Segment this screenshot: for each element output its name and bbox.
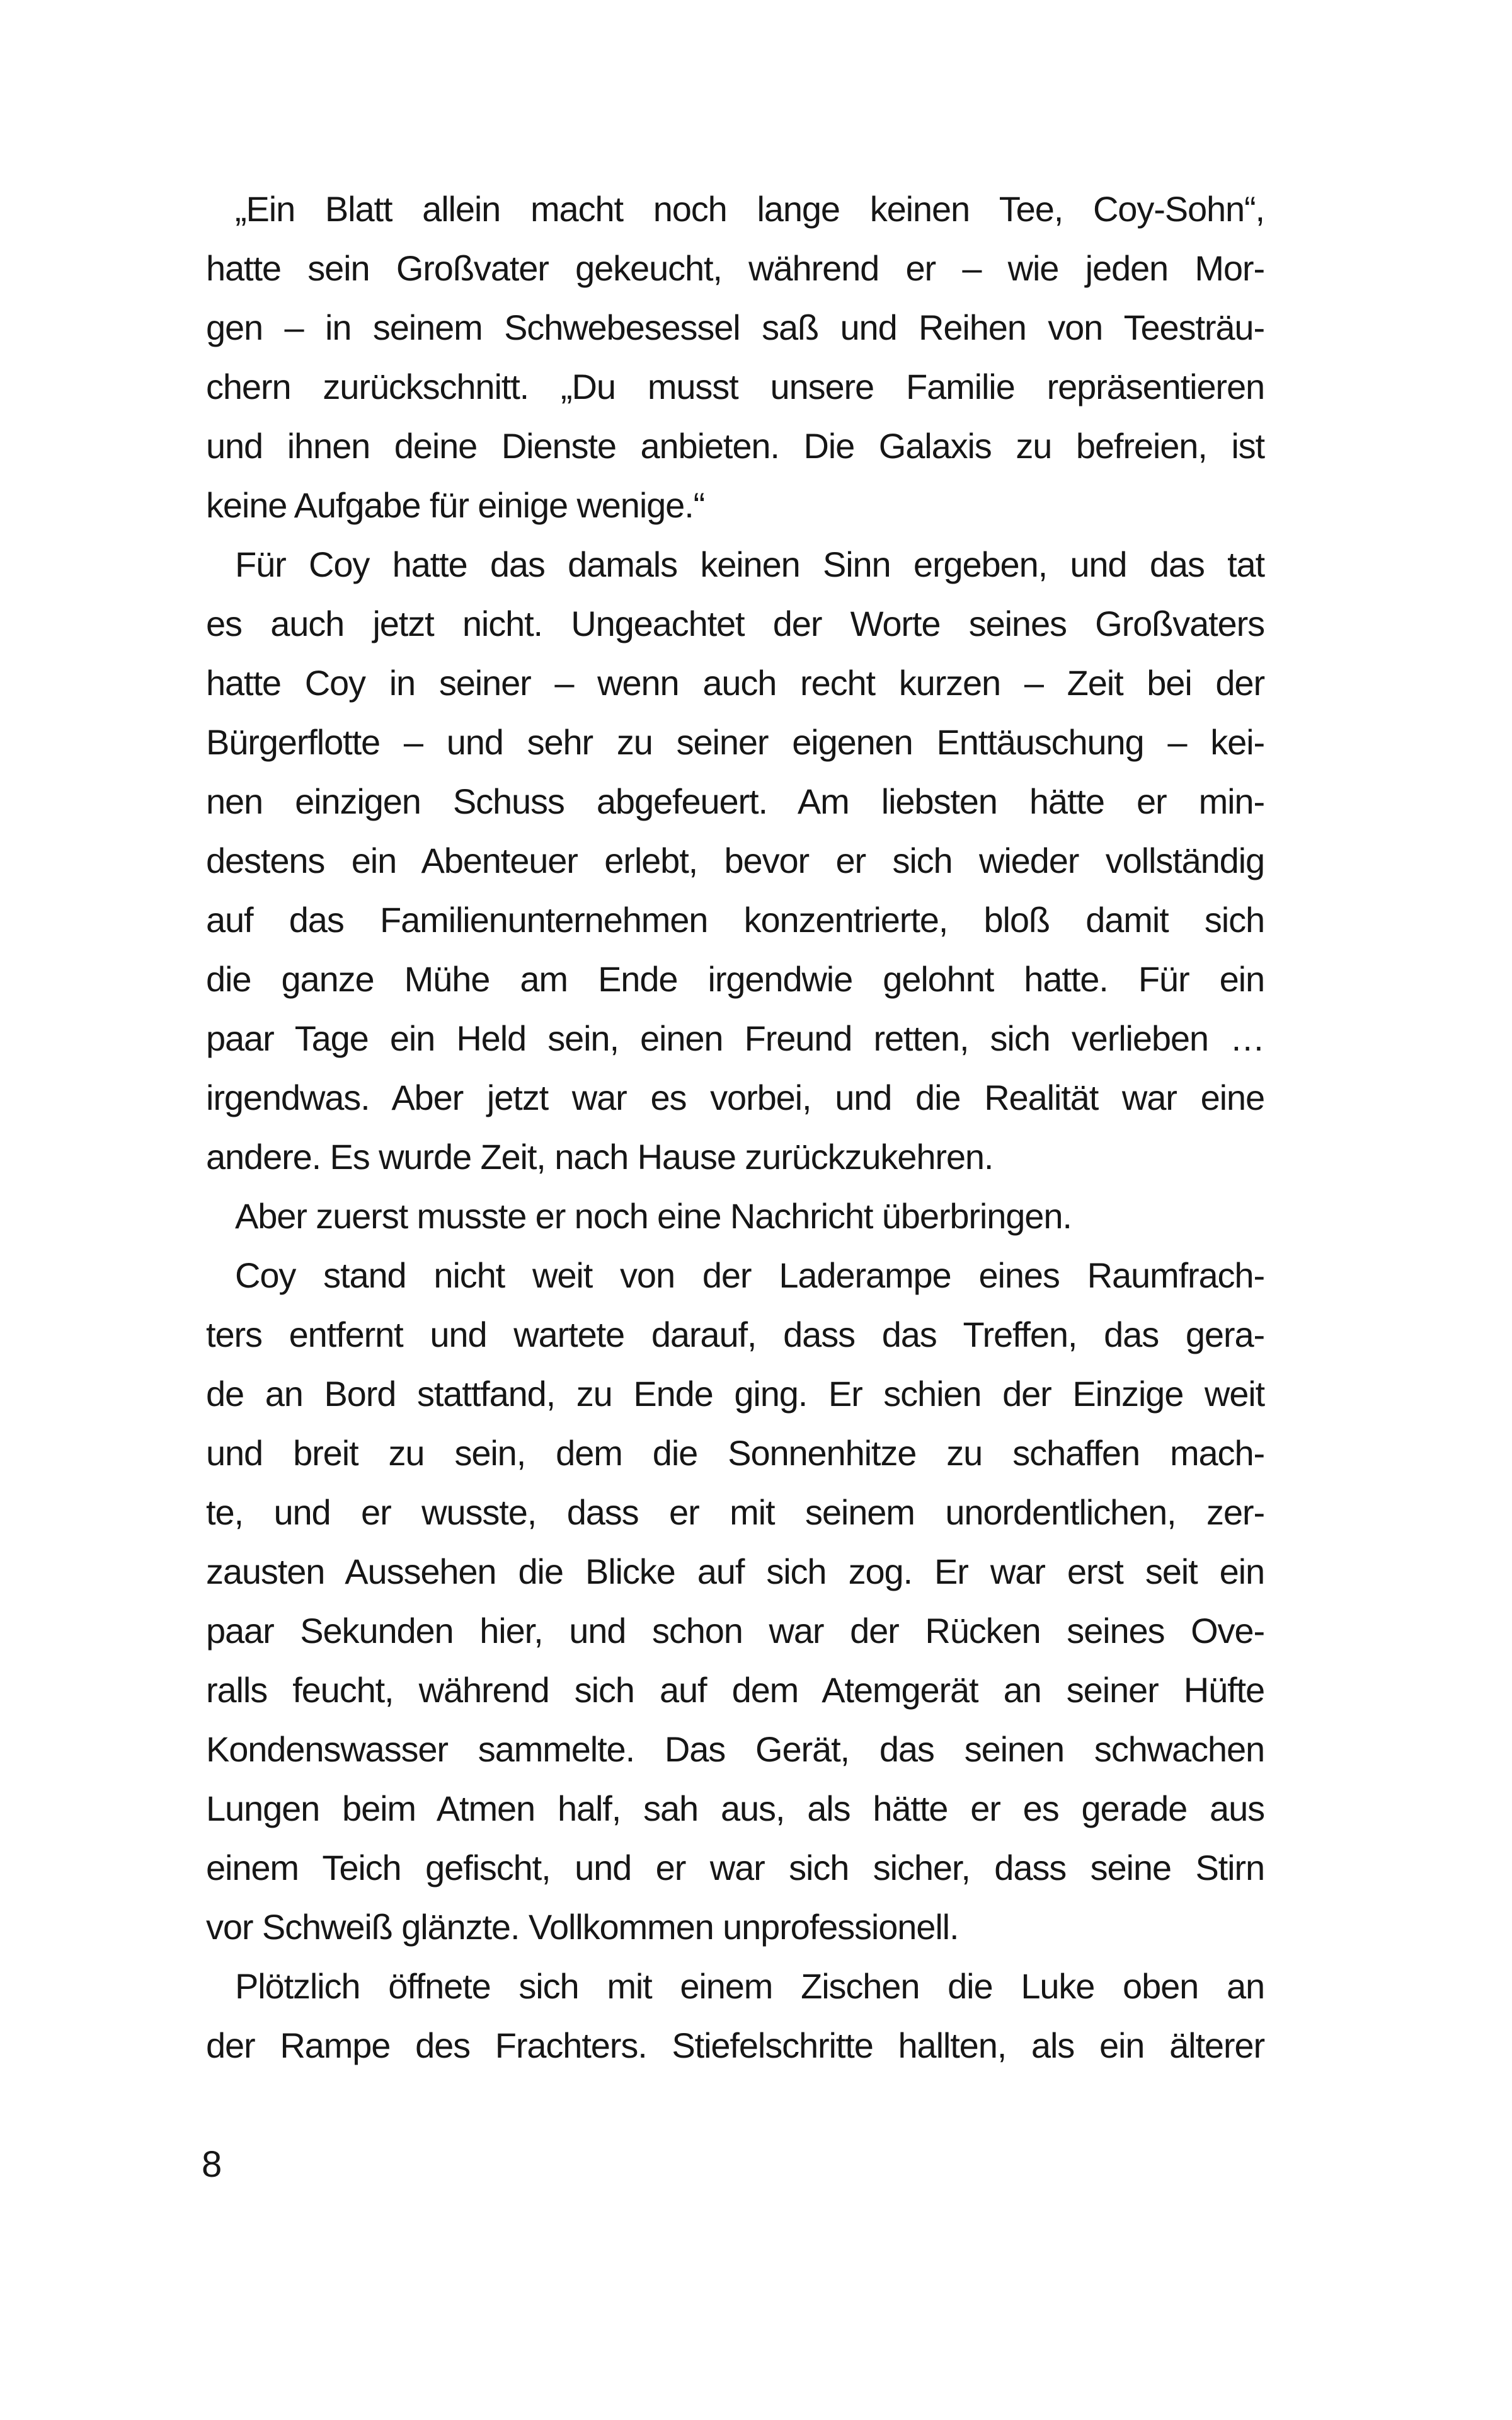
text-line: Lungen beim Atmen half, sah aus, als hätte er es gerade aus [206,1789,1264,1828]
text-line: Für Coy hatte das damals keinen Sinn ergeben, und das tat [235,544,1264,584]
text-line: chern zurückschnitt. „Du musst unsere Familie repräsentieren [206,367,1264,406]
text-line: einem Teich gefischt, und er war sich sicher, dass seine Stirn [206,1848,1264,1887]
text-line: hatte sein Großvater gekeucht, während er – wie jeden Mor- [206,248,1264,288]
text-line: ters entfernt und wartete darauf, dass das Treffen, das gera- [206,1315,1264,1354]
text-line: Aber zuerst musste er noch eine Nachricht überbringen. [235,1196,1072,1236]
text-line: „Ein Blatt allein macht noch lange keinen Tee, Coy-Sohn“, [235,189,1264,229]
text-line: de an Bord stattfand, zu Ende ging. Er schien der Einzige weit [206,1374,1264,1414]
text-line: irgendwas. Aber jetzt war es vorbei, und die Realität war eine [206,1078,1264,1117]
text-line: keine Aufgabe für einige wenige.“ [206,485,705,525]
text-line: und ihnen deine Dienste anbieten. Die Galaxis zu befreien, ist [206,426,1264,466]
text-line: die ganze Mühe am Ende irgendwie gelohnt hatte. Für ein [206,959,1264,999]
text-line: andere. Es wurde Zeit, nach Hause zurückzukehren. [206,1137,994,1177]
text-line: der Rampe des Frachters. Stiefelschritte hallten, als ein älterer [206,2025,1264,2065]
text-line: Kondenswasser sammelte. Das Gerät, das seinen schwachen [206,1729,1264,1769]
text-line: hatte Coy in seiner – wenn auch recht kurzen – Zeit bei der [206,663,1264,703]
text-line: nen einzigen Schuss abgefeuert. Am liebsten hätte er min- [206,781,1264,821]
text-line: es auch jetzt nicht. Ungeachtet der Worte seines Großvaters [206,604,1264,643]
text-line: Bürgerflotte – und sehr zu seiner eigenen Enttäuschung – kei- [206,722,1264,762]
text-block [206,180,1264,2075]
text-line: Plötzlich öffnete sich mit einem Zischen die Luke oben an [235,1966,1264,2006]
text-line: Coy stand nicht weit von der Laderampe eines Raumfrach- [235,1255,1264,1295]
text-line: vor Schweiß glänzte. Vollkommen unprofessionell. [206,1907,959,1947]
text-line: destens ein Abenteuer erlebt, bevor er sich wieder vollständig [206,841,1264,880]
text-line: te, und er wusste, dass er mit seinem unordentlichen, zer- [206,1492,1264,1532]
page-number: 8 [202,2144,222,2185]
text-line: und breit zu sein, dem die Sonnenhitze zu schaffen mach- [206,1433,1264,1473]
text-line: gen – in seinem Schwebesessel saß und Reihen von Teesträu- [206,308,1264,347]
text-line: paar Sekunden hier, und schon war der Rücken seines Ove- [206,1611,1264,1651]
text-line: auf das Familienunternehmen konzentrierte, bloß damit sich [206,900,1264,940]
text-line: zausten Aussehen die Blicke auf sich zog. Er war erst seit ein [206,1552,1264,1591]
text-line: ralls feucht, während sich auf dem Atemgerät an seiner Hüfte [206,1670,1264,1710]
text-line: paar Tage ein Held sein, einen Freund retten, sich verlieben … [206,1018,1264,1058]
